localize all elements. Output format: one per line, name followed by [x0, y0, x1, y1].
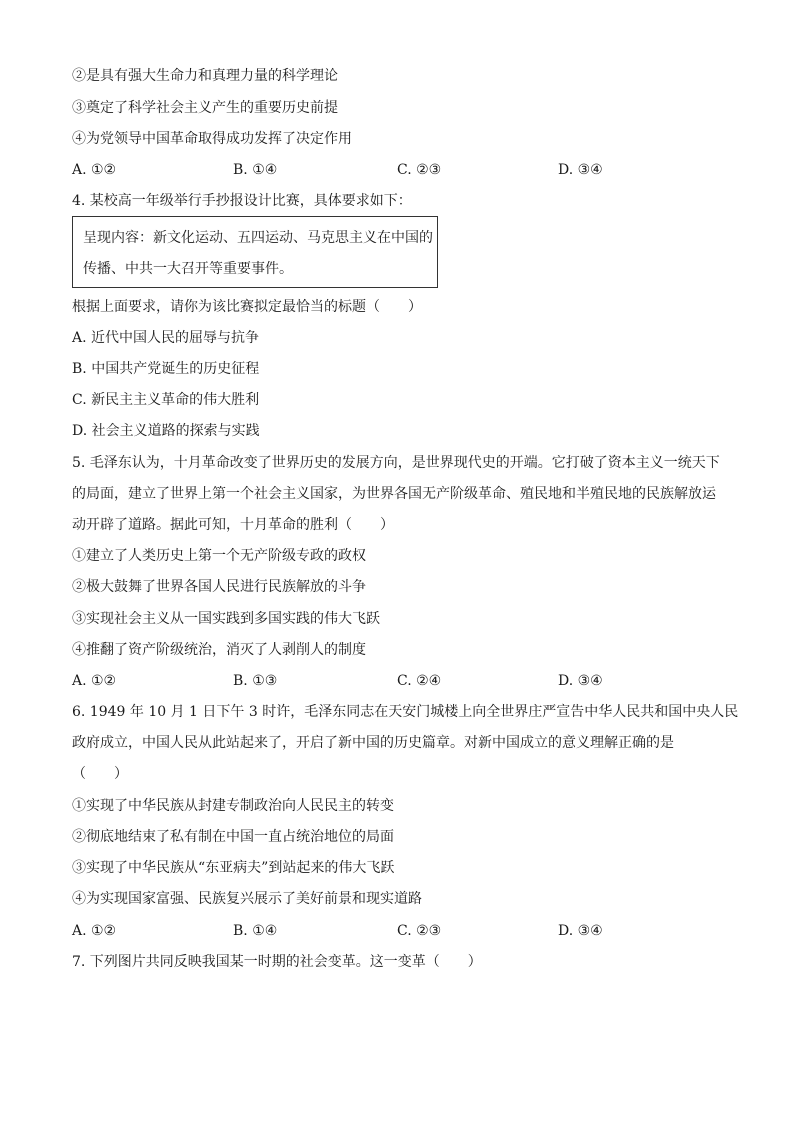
q4-option-d[interactable]: D. 社会主义道路的探索与实践 [72, 423, 260, 439]
q5-stem-line-2: 的局面，建立了世界上第一个社会主义国家，为世界各国无产阶级革命、殖民地和半殖民地的民族解放运 [72, 486, 716, 502]
q6-item-1: ①实现了中华民族从封建专制政治向人民民主的转变 [72, 798, 394, 814]
q4-option-b[interactable]: B. 中国共产党诞生的历史征程 [72, 361, 260, 377]
q5-option-c[interactable]: C. ②④ [397, 673, 442, 689]
q5-item-1: ①建立了人类历史上第一个无产阶级专政的政权 [72, 548, 366, 564]
q5-option-a[interactable]: A. ①② [72, 673, 117, 689]
q4-prompt: 根据上面要求，请你为该比赛拟定最恰当的标题（ ） [72, 299, 422, 315]
q3-option-d[interactable]: D. ③④ [558, 162, 603, 178]
q5-option-b[interactable]: B. ①③ [233, 673, 278, 689]
q6-stem-line-3: （ ） [72, 766, 128, 782]
q6-stem-line-1: 6. 1949 年 10 月 1 日下午 3 时许，毛泽东同志在天安门城楼上向全世界庄严宣告中华人民共和国中央人民 [72, 704, 739, 720]
q5-item-2: ②极大鼓舞了世界各国人民进行民族解放的斗争 [72, 579, 366, 595]
q4-box-line-2: 传播、中共一大召开等重要事件。 [83, 261, 293, 277]
q3-option-a[interactable]: A. ①② [72, 162, 117, 178]
q3-item-3: ③奠定了科学社会主义产生的重要历史前提 [72, 100, 338, 116]
q3-item-4: ④为党领导中国革命取得成功发挥了决定作用 [72, 131, 352, 147]
q4-option-c[interactable]: C. 新民主主义革命的伟大胜利 [72, 392, 260, 408]
q3-option-c[interactable]: C. ②③ [397, 162, 442, 178]
q5-item-3: ③实现社会主义从一国实践到多国实践的伟大飞跃 [72, 611, 380, 627]
q3-option-b[interactable]: B. ①④ [233, 162, 278, 178]
q5-item-4: ④推翻了资产阶级统治，消灭了人剥削人的制度 [72, 642, 366, 658]
q3-item-2: ②是具有强大生命力和真理力量的科学理论 [72, 68, 338, 84]
q6-item-3: ③实现了中华民族从“东亚病夫”到站起来的伟大飞跃 [72, 860, 395, 876]
q4-option-a[interactable]: A. 近代中国人民的屈辱与抗争 [72, 330, 260, 346]
q7-stem: 7. 下列图片共同反映我国某一时期的社会变革。这一变革（ ） [72, 954, 482, 970]
q4-box-line-1: 呈现内容：新文化运动、五四运动、马克思主义在中国的 [83, 230, 433, 246]
q6-option-d[interactable]: D. ③④ [558, 923, 603, 939]
q5-option-d[interactable]: D. ③④ [558, 673, 603, 689]
q6-option-c[interactable]: C. ②③ [397, 923, 442, 939]
q6-option-a[interactable]: A. ①② [72, 923, 117, 939]
q5-stem-line-1: 5. 毛泽东认为，十月革命改变了世界历史的发展方向，是世界现代史的开端。它打破了资本主义一统天下 [72, 455, 720, 471]
q6-stem-line-2: 政府成立，中国人民从此站起来了，开启了新中国的历史篇章。对新中国成立的意义理解正确的是 [72, 735, 674, 751]
q6-item-4: ④为实现国家富强、民族复兴展示了美好前景和现实道路 [72, 891, 422, 907]
q6-item-2: ②彻底地结束了私有制在中国一直占统治地位的局面 [72, 829, 394, 845]
q6-option-b[interactable]: B. ①④ [233, 923, 278, 939]
q4-requirement-box [72, 216, 438, 288]
q4-stem: 4. 某校高一年级举行手抄报设计比赛，具体要求如下： [72, 193, 412, 209]
q5-stem-line-3: 动开辟了道路。据此可知，十月革命的胜利（ ） [72, 517, 394, 533]
